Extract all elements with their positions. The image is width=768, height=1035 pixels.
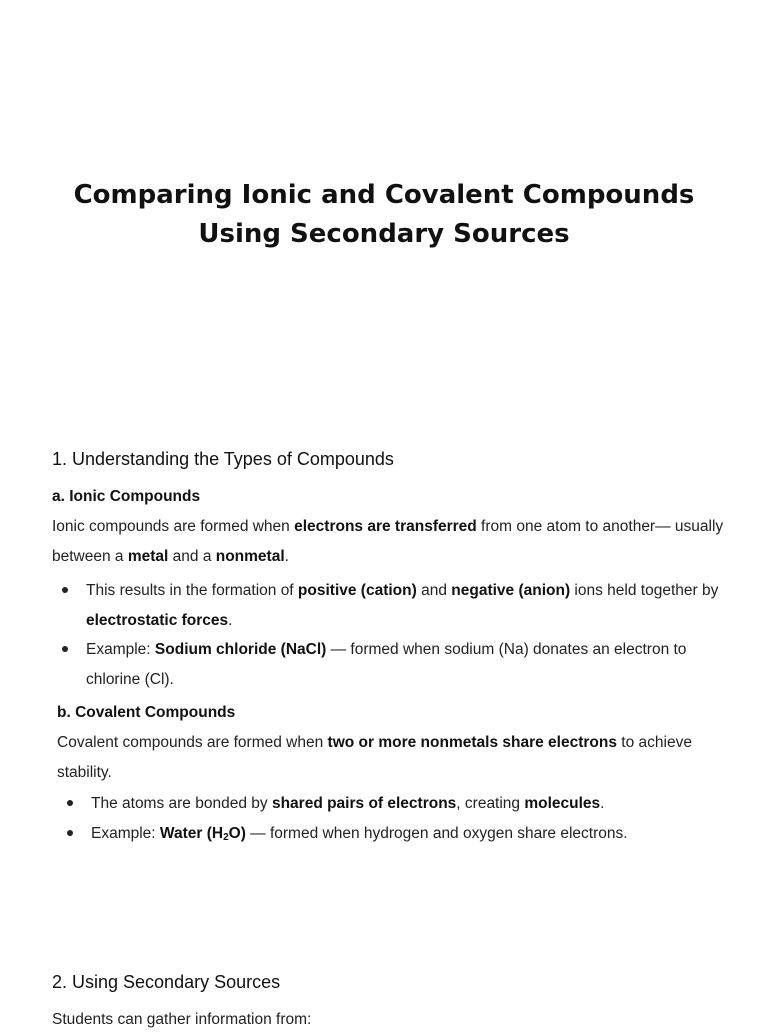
bullet-dot-icon <box>62 646 68 652</box>
ionic-paragraph <box>52 512 732 571</box>
covalent-heading <box>57 704 235 722</box>
bold-text: Sodium chloride (NaCl) <box>154 641 327 658</box>
list-item <box>57 819 727 849</box>
text: The atoms are bonded by <box>91 795 272 812</box>
bullet-dot-icon <box>67 800 73 806</box>
text: . <box>284 547 289 565</box>
text: This results in the formation of <box>86 582 298 599</box>
bold-text <box>160 825 246 842</box>
list-item <box>57 789 727 819</box>
bold-text: electrons are transferred <box>294 518 477 535</box>
text: to achieve stability. <box>57 734 692 781</box>
covalent-heading-text: b. Covalent Compounds <box>57 704 236 721</box>
bold-text: electrostatic forces <box>86 611 229 629</box>
bold-text: nonmetal <box>215 547 285 565</box>
text: ions held together by <box>570 582 719 599</box>
subscript: 2 <box>223 831 229 843</box>
ionic-heading <box>52 488 200 506</box>
bold-text: metal <box>127 547 169 565</box>
text: from one atom to another— usually between a <box>52 518 724 565</box>
document-title <box>0 176 768 254</box>
bold-text: molecules <box>524 795 601 812</box>
list-item <box>52 576 722 635</box>
text: Example: <box>91 824 160 842</box>
text: — formed when hydrogen and oxygen share electrons. <box>245 824 628 842</box>
section-2-intro: Students can gather information from: <box>52 1011 312 1028</box>
bullet-dot-icon <box>67 830 73 836</box>
text: . <box>600 795 605 812</box>
text: Water (H <box>159 824 224 842</box>
title-line-2: Using Secondary Sources <box>198 219 570 249</box>
text: and <box>416 582 452 599</box>
text: Ionic compounds are formed when <box>52 518 295 535</box>
section-2-heading: 2. Using Secondary Sources <box>52 972 281 992</box>
text: Covalent compounds are formed when <box>57 734 328 751</box>
bold-text: shared pairs of electrons <box>271 795 457 812</box>
text: . <box>228 611 233 629</box>
ionic-heading-text: a. Ionic Compounds <box>52 488 201 505</box>
bold-text: two or more nonmetals share electrons <box>327 734 617 751</box>
list-item <box>52 635 722 694</box>
covalent-paragraph <box>57 728 727 787</box>
text: O) <box>228 824 246 842</box>
text: and a <box>168 547 216 565</box>
text: — formed when sodium (Na) donates an electron to chlorine (Cl). <box>86 641 687 688</box>
bold-text: negative (anion) <box>451 582 571 599</box>
section-1-heading: 1. Understanding the Types of Compounds <box>52 449 394 469</box>
ionic-bullet-list <box>52 576 722 694</box>
bold-text: positive (cation) <box>297 582 417 599</box>
bullet-dot-icon <box>62 587 68 593</box>
text: , creating <box>456 795 525 812</box>
covalent-bullet-list <box>57 789 727 848</box>
text: Example: <box>86 641 155 658</box>
title-line-1: Comparing Ionic and Covalent Compounds <box>73 180 695 210</box>
